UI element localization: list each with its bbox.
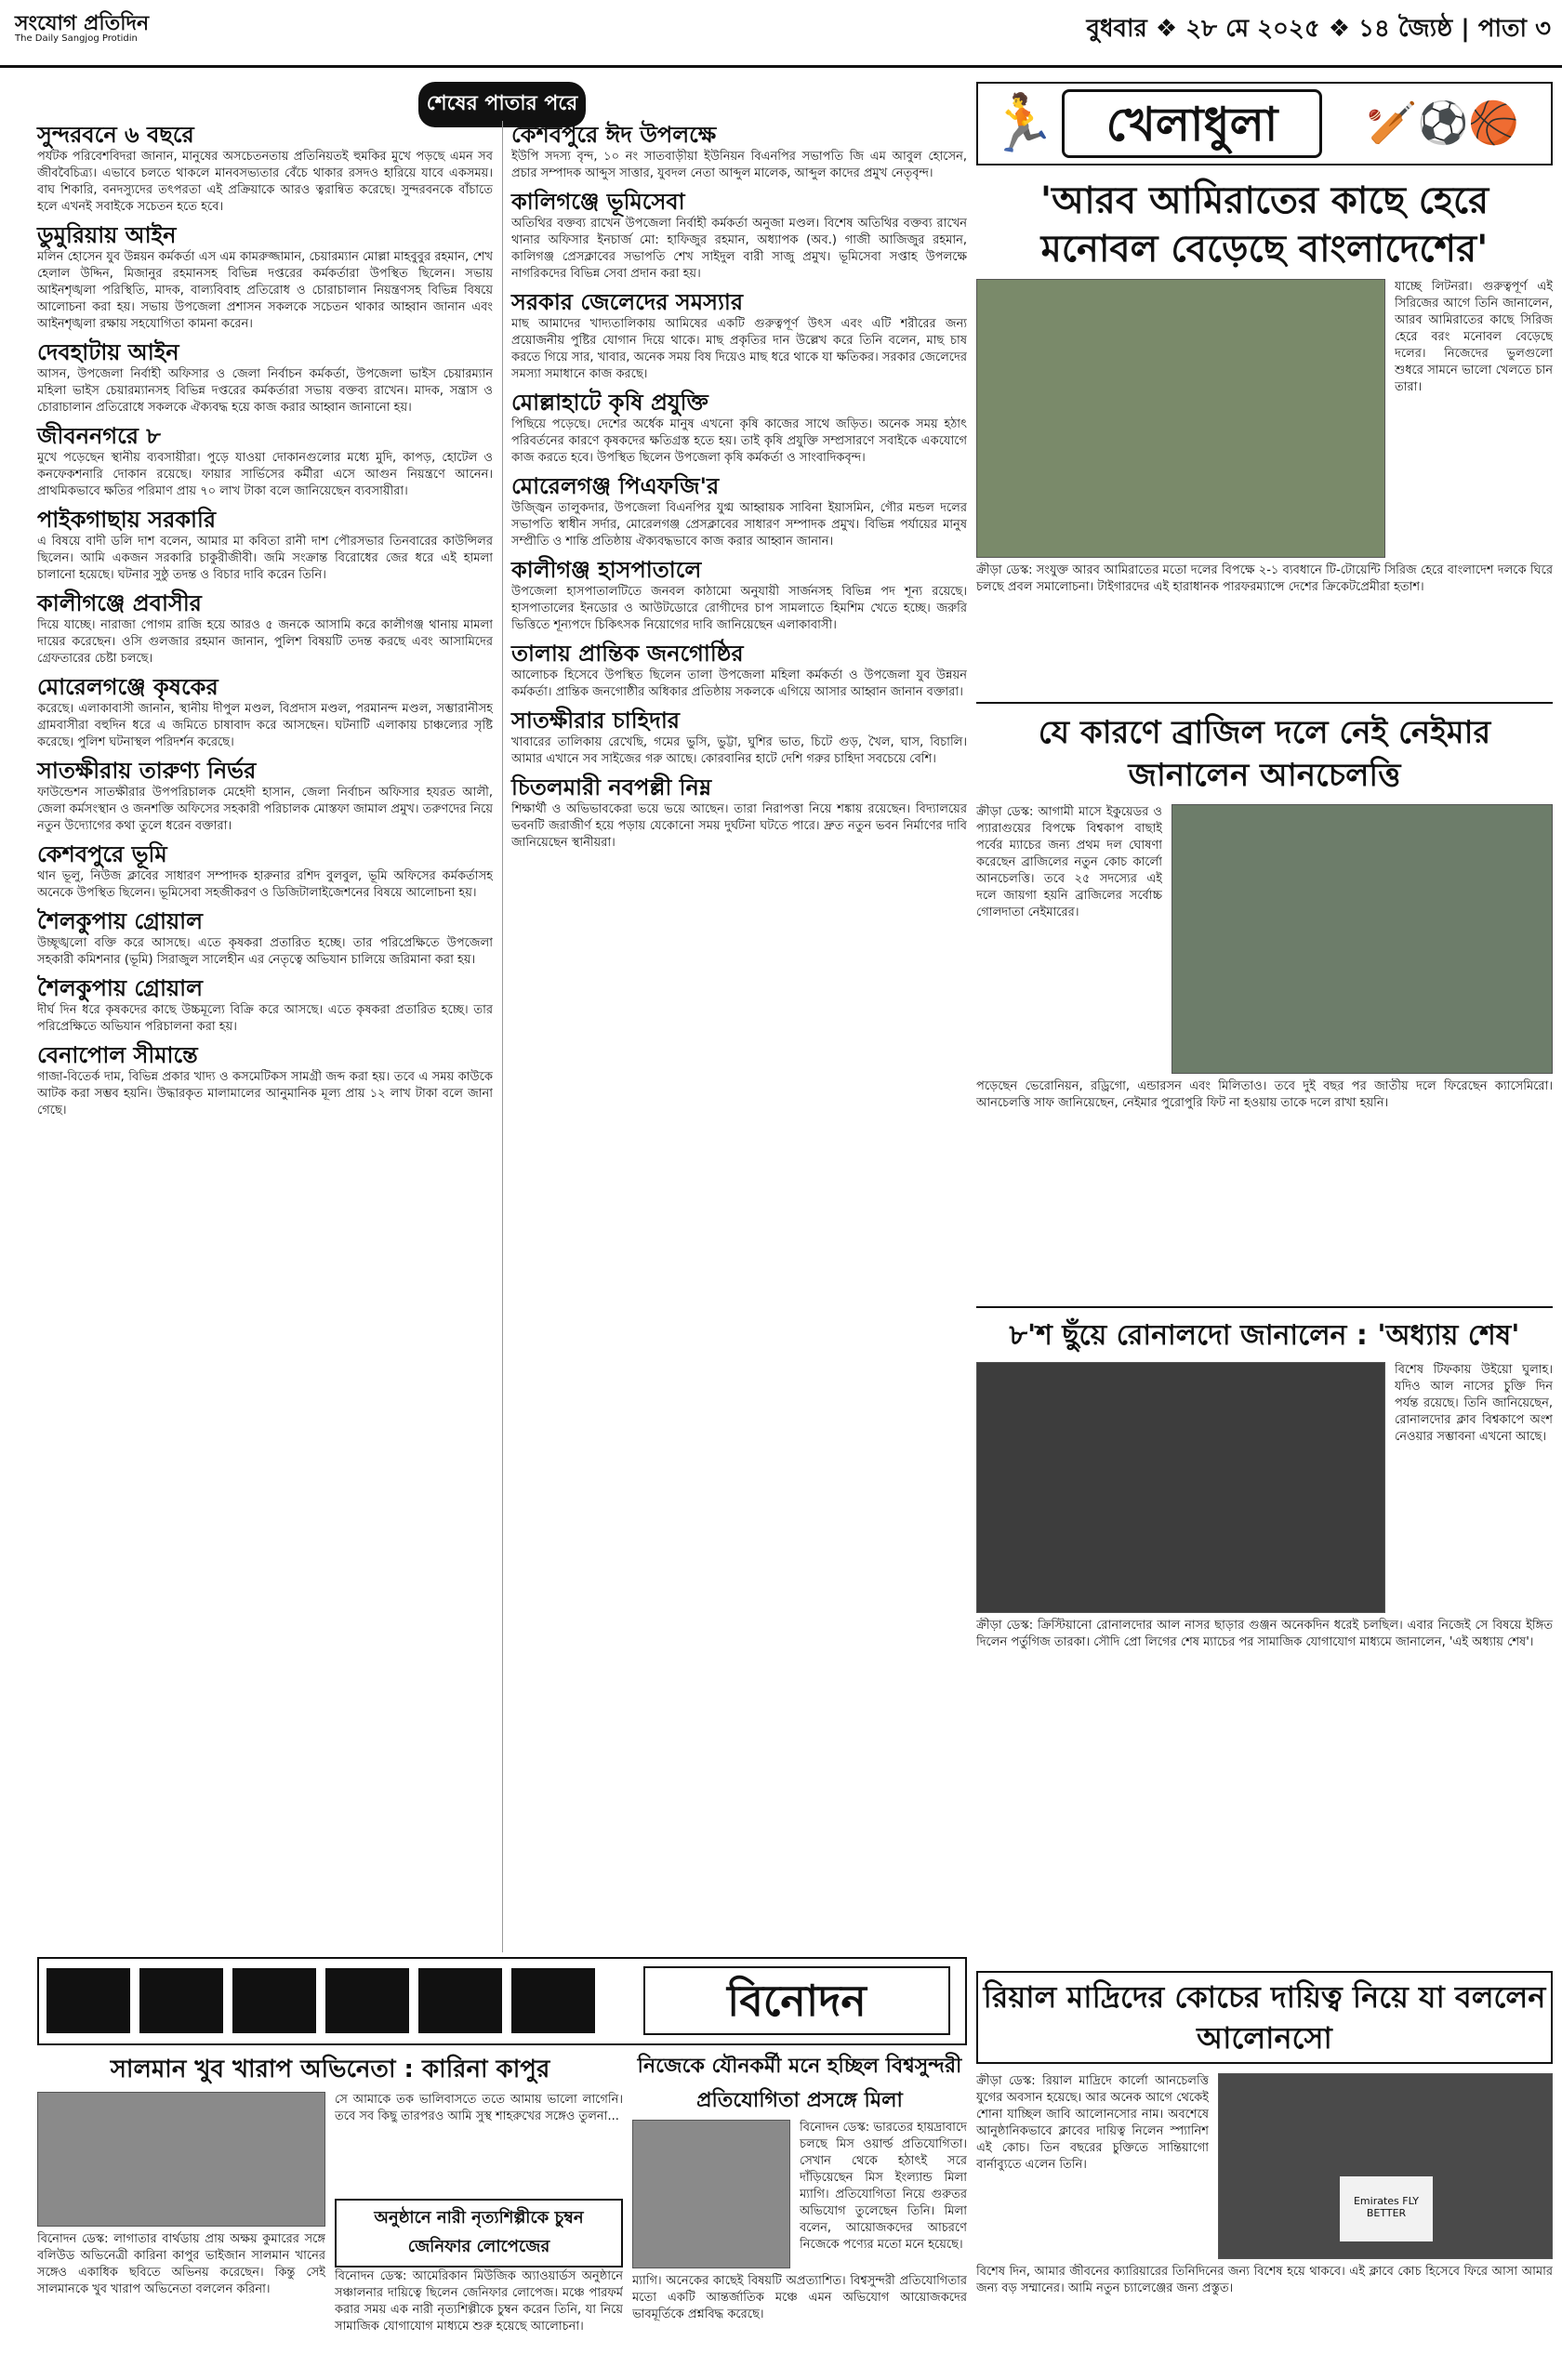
article-headline: কালীগঞ্জ হাসপাতালে	[511, 557, 702, 583]
lead-sports-text-left: ক্রীড়া ডেস্ক: সংযুক্ত আরব আমিরাতের মতো দলের বিপক্ষে ২-১ ব্যবধানে টি-টোয়েন্টি সিরিজ হেরে বাংলাদেশ দলকে ঘিরে চলছে প্রবল সমালোচনা। টাইগারদের এই হারাধানক পারফরম্যান্সে দেশের ক্রিকেটপ্রেমীরা হতাশ।	[976, 563, 1553, 594]
entertainment-banner	[37, 1957, 967, 2045]
article-body: খাবারের তালিকায় রেখেছি, গমের ভুসি, ভুট্টা, ঘুশির ভাত, চিটে গুড়, খৈল, ঘাস, বিচালি। আমার এখানে সব সাইজের গরু আছে। কোরবানির হাটে দেশি গরুর চাহিদা সবচেয়ে বেশি।	[511, 735, 967, 766]
article-body: মলিন হোসেন যুব উন্নয়ন কর্মকর্তা এস এম কামরুজ্জামান, চেয়ারম্যান মোল্লা মাহবুবুর রহমান, শেখ হেলাল উদ্দিন, মিজানুর রহমানসহ বিভিন্ন দপ্তরের কর্মকর্তারা উপস্থিত ছিলেন। সভায় আইনশৃঙ্খলা পরিস্থিতি, মাদক, বাল্যবিবাহ প্রতিরোধ ও চোরাচালান নিয়ন্ত্রণসহ বিভিন্ন বিষয়ে আলোচনা করা হয়। সভায় উপজেলা প্রশাসন সকলকে সচেতন থাকার আহ্বান জানান এবং আইনশৃঙ্খলা রক্ষায় সহযোগিতা কামনা করেন।	[37, 250, 493, 331]
article-body: পর্যটক পরিবেশবিদরা জানান, মানুষের অসচেতনতায় প্রতিনিয়তই হুমকির মুখে পড়ছে এমন সব জীববৈচিত্র্য। এভাবে চলতে থাকলে মানবসভ্যতার বেঁচে থাকার রসদও হারিয়ে যাবে একসময়। বাঘ শিকারি, বনদস্যুদের তৎপরতা এই প্রক্রিয়াকে আরও ত্বরান্বিত করেছে। সুন্দরবনকে বাঁচাতে হলে এখনই সবাইকে সচেতন হতে হবে।	[37, 150, 493, 214]
section-tag: শেষের পাতার পরে	[418, 82, 586, 127]
sports-banner	[976, 82, 1553, 165]
kareena-photo	[37, 2092, 325, 2227]
article-body: মাছ আমাদের খাদ্যতালিকায় আমিষের একটি গুরুত্বপূর্ণ উৎস এবং এটি শরীরের জন্য প্রয়োজনীয় পুষ্টির যোগান দিয়ে থাকে। মাছ প্রকৃতির দান উল্লেখ করে তিনি বলেন, মাছ চাষ করতে গিয়ে সার, খাবার, অনেক সময় বিষ দিয়েও মাছ ধরে থাকে যা ক্ষতিকর। সরকার জেলেদের সমস্যা সমাধানে কাজ করছে।	[511, 317, 967, 381]
article-body: উচ্ছৃঙ্খলো বক্তি করে আসছে। এতে কৃষকরা প্রতারিত হচ্ছে। তার পরিপ্রেক্ষিতে উপজেলা সহকারী কমিশনার (ভূমি) সিরাজুল সালেহীন এর নেতৃত্বে অভিযান চালিয়ে জরিমানা করা হয়।	[37, 936, 493, 967]
masthead	[0, 0, 1562, 65]
article-headline: কালীগঞ্জে প্রবাসীর	[37, 590, 202, 616]
jersey: Emirates FLY BETTER	[1340, 2176, 1433, 2241]
article-headline: শৈলকুপায় গ্রোয়াল	[37, 975, 203, 1001]
article-headline: সরকার জেলেদের সমস্যার	[511, 289, 744, 315]
article-body: মুখে পড়েছেন স্থানীয় ব্যবসায়ীরা। পুড়ে যাওয়া দোকানগুলোর মধ্যে মুদি, কাপড়, হোটেল ও কনফেকশনারি দোকান রয়েছে। ফায়ার সার্ভিসের কর্মীরা এসে আগুন নিয়ন্ত্রণে আনেন। প্রাথমিকভাবে ক্ষতির পরিমাণ প্রায় ৭০ লাখ টাকা বলে জানিয়েছেন ব্যবসায়ীরা।	[37, 451, 493, 498]
entertainment-title: বিনোদন	[643, 1966, 950, 2035]
article-headline: চিতলমারী নবপল্লী নিম্ন	[511, 774, 712, 800]
ronaldo-photo	[976, 1362, 1385, 1613]
mila-text: বিনোদন ডেস্ক: ভারতের হায়দ্রাবাদে চলছে মিস ওয়ার্ল্ড প্রতিযোগিতা। সেখান থেকে হঠাৎই সরে দাঁড়িয়েছেন মিস ইংল্যান্ড মিলা ম্যাগি। প্রতিযোগিতা নিয়ে গুরুতর অভিযোগ তুলেছেন তিনি। মিলা বলেন, আয়োজকদের আচরণে নিজেকে পণ্যের মতো মনে হয়েছে।	[800, 2121, 967, 2252]
bangladesh-team-photo	[976, 279, 1385, 558]
sports-balls-icon: 🏏⚽🏀	[1366, 99, 1520, 147]
madrid-text: ক্রীড়া ডেস্ক: রিয়াল মাদ্রিদে কার্লো আনচেলত্তি যুগের অবসান হয়েছে। আর অনেক আগে থেকেই শোনা যাচ্ছিল জাবি আলোনসোর নাম। অবশেষে আনুষ্ঠানিকভাবে ক্লাবের দায়িত্ব নিলেন স্প্যানিশ এই কোচ। তিন বছরের চুক্তিতে সান্তিয়াগো বার্নাব্যুতে এলেন তিনি।	[976, 2074, 1209, 2172]
article-headline: শৈলকুপায় গ্রোয়াল	[37, 908, 203, 934]
mila-headline: নিজেকে যৌনকর্মী মনে হচ্ছিল বিশ্বসুন্দরী প্রতিযোগিতা প্রসঙ্গে মিলা	[637, 2055, 962, 2112]
article-headline: মোল্লাহাটে কৃষি প্রযুক্তি	[511, 390, 708, 416]
jennifer-headline: অনুষ্ঠানে নারী নৃত্যশিল্পীকে চুম্বন জেনিফার লোপেজের	[335, 2199, 623, 2268]
article-headline: মোরেলগঞ্জ পিএফজি'র	[511, 473, 720, 499]
article-body: আলোচক হিসেবে উপস্থিত ছিলেন তালা উপজেলা মহিলা কর্মকর্তা ও উপজেলা যুব উন্নয়ন কর্মকর্তা। প্রান্তিক জনগোষ্ঠীর অধিকার প্রতিষ্ঠায় সকলকে এগিয়ে আসার আহ্বান জানান বক্তারা।	[511, 668, 967, 699]
article-headline: জীবননগরে ৮	[37, 423, 161, 449]
article-body: থান ভূলু, নিউজ ক্লাবের সাধারণ সম্পাদক হারুনার রশিদ বুলবুল, ভূমি অফিসের কর্মকর্তাসহ অনেকে উপস্থিত ছিলেন। ভূমিসেবা সহজীকরণ ও ডিজিটালাইজেশনের বিষয়ে আলোচনা হয়।	[37, 869, 493, 900]
madrid-headline: রিয়াল মাদ্রিদের কোচের দায়িত্ব নিয়ে যা বললেন আলোনসো	[983, 1979, 1546, 2056]
sports-title: খেলাধুলা	[1062, 89, 1322, 158]
kareena-text: বিনোদন ডেস্ক: লাগাতার বার্থডায় প্রায় অক্ষয় কুমারের সঙ্গে বলিউড অভিনেত্রী কারিনা কাপুর ভাইজান সালমান খানের সঙ্গেও একাধিক ছবিতে অভিনয় করেছেন। কিন্তু সেই সালমানকে খুব খারাপ অভিনেতা বললেন করিনা।	[37, 2232, 325, 2296]
separator: |	[1461, 15, 1478, 43]
divider	[976, 1306, 1553, 1308]
mila-text-2: ম্যাগি। অনেকের কাছেই বিষয়টি অপ্রত্যাশিত। বিশ্বসুন্দরী প্রতিযোগিতার মতো একটি আন্তর্জাতিক মঞ্চে এমন অভিযোগ আয়োজকদের ভাবমূর্তিকে প্রশ্নবিদ্ধ করেছে।	[632, 2274, 967, 2321]
neymar-text: ক্রীড়া ডেস্ক: আগামী মাসে ইকুয়েডর ও প্যারাগুয়ের বিপক্ষে বিশ্বকাপ বাছাই পর্বের ম্যাচের জন্য প্রথম দল ঘোষণা করেছেন ব্রাজিলের নতুন কোচ কার্লো আনচেলত্তি। তবে ২৫ সদস্যের এই দলে জায়গা হয়নি ব্রাজিলের সর্বোচ্চ গোলদাতা নেইমারের।	[976, 805, 1162, 919]
article-headline: তালায় প্রান্তিক জনগোষ্ঠির	[511, 641, 744, 667]
ronaldo-headline: ৮'শ ছুঁয়ে রোনালদো জানালেন : 'অধ্যায় শেষ'	[1009, 1319, 1520, 1352]
article-headline: সাতক্ষীরায় তারুণ্য নির্ভর	[37, 758, 257, 784]
neymar-text-2: পড়েছেন ভেরোনিয়ন, রড্রিগো, এন্ডারসন এবং মিলিতাও। তবে দুই বছর পর জাতীয় দলে ফিরেছেন ক্যাসেমিরো। আনচেলত্তি সাফ জানিয়েছেন, নেইমার পুরোপুরি ফিট না হওয়ায় তাকে দলে রাখা হয়নি।	[976, 1079, 1553, 1110]
madrid-text-2: বিশেষ দিন, আমার জীবনের ক্যারিয়ারের তিনিদিনের জন্য বিশেষ হয়ে থাকবে। এই ক্লাবে কোচ হিসেবে ফিরে আসা আমার জন্য বড় সম্মানের। আমি নতুন চ্যালেঞ্জের জন্য প্রস্তুত।	[976, 2265, 1553, 2295]
lead-sports-headline: 'আরব আমিরাতের কাছে হেরে মনোবল বেড়েছে বাংলাদেশের'	[1039, 179, 1489, 271]
ronaldo-text: বিশেষ টিফকায় উইয়ো ঘুলাহ। যদিও আল নাসের চুক্তি দিন পর্যন্ত রয়েছে। তিনি জানিয়েছেন, রোনালদোর ক্লাব বিশ্বকাপে অংশ নেওয়ার সম্ভাবনা এখনো আছে।	[1395, 1363, 1553, 1444]
issue-date: বুধবার ❖ ২৮ মে ২০২৫ ❖ ১৪ জ্যৈষ্ঠ	[1086, 15, 1453, 43]
article-headline: বেনাপোল সীমান্তে	[37, 1042, 198, 1068]
article-body: আসন, উপজেলা নির্বাহী অফিসার ও জেলা নির্বাচন কর্মকর্তা, উপজেলা ভাইস চেয়ারম্যান মহিলা ভাইস চেয়ারম্যানসহ বিভিন্ন দপ্তরের কর্মকর্তারা সভায় বক্তব্য রাখেন। মাদক, সন্ত্রাস ও চোরাচালান প্রতিরোধে সকলকে ঐক্যবদ্ধ হয়ে কাজ করার আহ্বান জানানো হয়।	[37, 367, 493, 415]
article-body: পিছিয়ে পড়েছে। দেশের অর্ধেক মানুষ এখনো কৃষি কাজের সাথে জড়িত। অনেক সময় হঠাৎ পরিবর্তনের কারণে কৃষকদের ক্ষতিগ্রস্ত হতে হয়। তাই কৃষি প্রযুক্তি সম্প্রসারণে সবাইকে একযোগে কাজ করতে হবে। উপস্থিত ছিলেন উপজেলা কৃষি কর্মকর্তা ও সাংবাদিকবৃন্দ।	[511, 417, 967, 465]
newspaper-logo-subtitle: The Daily Sangjog Protidin	[15, 33, 138, 44]
article-headline: ডুমুরিয়ায় আইন	[37, 222, 177, 248]
jennifer-text: বিনোদন ডেস্ক: আমেরিকান মিউজিক অ্যাওয়ার্ডস অনুষ্ঠানে সঞ্চালনার দায়িত্বে ছিলেন জেনিফার লোপেজ। মঞ্চে পারফর্ম করার সময় এক নারী নৃত্যশিল্পীকে চুম্বন করেন তিনি, যা নিয়ে সামাজিক যোগাযোগ মাধ্যমে শুরু হয়েছে আলোচনা।	[335, 2269, 623, 2334]
runner-icon: 🏃	[987, 91, 1057, 156]
neymar-photo	[1172, 804, 1553, 1074]
article-body: করেছে। এলাকাবাসী জানান, স্থানীয় দীপুল মণ্ডল, বিপ্রদাস মণ্ডল, পরমানন্দ মণ্ডল, সম্ভারানীসহ গ্রামবাসীরা বহুদিন ধরে এ জমিতে চাষাবাদ করে আসছেন। ঘটনাটি এলাকায় চাঞ্চল্যের সৃষ্টি করেছে। পুলিশ ঘটনাস্থল পরিদর্শন করেছে।	[37, 702, 493, 749]
kareena-quote: সে আমাকে তক ভালিবাসতে ততে আমায় ভালো লাগেনি। তবে সব কিছু তারপরও আমি সুস্থ শাহরুখের সঙ্গেও তুলনা...	[335, 2093, 623, 2123]
neymar-headline: যে কারণে ব্রাজিল দলে নেই নেইমার জানালেন আনচেলত্তি	[1038, 714, 1491, 794]
date-bar	[1086, 9, 1551, 50]
article-body: উজ্জ্বিন তালুকদার, উপজেলা বিএনপির যুগ্ম আহ্বায়ক সাবিনা ইয়াসমিন, গৌর মন্ডল দলের সভাপতি স্বাধীন সর্দার, মোরেলগঞ্জ প্রেসক্লাবের সাধারণ সম্পাদক প্রমুখ। বিভিন্ন পর্যায়ের মানুষ সম্প্রীতি ও শান্তি প্রতিষ্ঠায় ঐক্যবদ্ধভাবে কাজ করার আহ্বান জানান।	[511, 501, 967, 549]
article-headline: দেবহাটায় আইন	[37, 339, 179, 365]
article-headline: কেশবপুরে ভূমি	[37, 841, 167, 867]
article-body: দিয়ে যাচ্ছে। নারাজা পোগম রাজি হয়ে আরও ৫ জনকে আসামি করে কালীগঞ্জ থানায় মামলা দায়ের করেছেন। ওসি গুলজার রহমান জানান, পুলিশ বিষয়টি তদন্ত করছে এবং আসামিদের গ্রেফতারের চেষ্টা চলছে।	[37, 618, 493, 666]
article-headline: পাইকগাছায় সরকারি	[37, 507, 217, 533]
article-body: এ বিষয়ে বাদী ডলি দাশ বলেন, আমার মা কবিতা রানী দাশ পৌরসভার তিনবারের কাউন্সিলর ছিলেন। আমি একজন সরকারি চাকুরীজীবী। জমি সংক্রান্ত বিরোধের জের ধরে এই হামলা চালানো হয়েছে। ঘটনার সুষ্ঠু তদন্ত ও বিচার দাবি করেন তিনি।	[37, 535, 493, 582]
article-body: উপজেলা হাসপাতালটিতে জনবল কাঠামো অনুযায়ী সার্জনসহ বিভিন্ন পদ শূন্য রয়েছে। হাসপাতালের ইনডোর ও আউটডোরে রোগীদের চাপ সামলাতে হিমশিম খেতে হচ্ছে। জরুরি ভিত্তিতে শূন্যপদে চিকিৎসক নিয়োগের দাবি জানিয়েছেন এলাকাবাসী।	[511, 585, 967, 632]
article-body: গাজা-বিতের্ক দাম, বিভিন্ন প্রকার খাদ্য ও কসমেটিকস সামগ্রী জব্দ করা হয়। তবে এ সময় কাউকে আটক করা সম্ভব হয়নি। উদ্ধারকৃত মালামালের আনুমানিক মূল্য প্রায় ১২ লাখ টাকা বলে জানা গেছে।	[37, 1070, 493, 1117]
lead-sports-text-right: যাচ্ছে লিটনরা। গুরুত্বপূর্ণ এই সিরিজের আগে তিনি জানালেন, আরব আমিরাতের কাছে সিরিজ হেরে বরং মনোবল বেড়েছে দলের। নিজেদের ভুলগুলো শুধরে সামনে ভালো খেলতে চান তারা।	[1395, 280, 1553, 394]
madrid-headline-box	[976, 1971, 1553, 2064]
film-strip	[46, 1968, 604, 2033]
article-headline: মোরেলগঞ্জে কৃষকের	[37, 674, 218, 700]
article-headline: কেশবপুরে ঈদ উপলক্ষে	[511, 122, 717, 148]
column-divider	[502, 121, 503, 1952]
article-body: ফাউন্ডেশন সাতক্ষীরার উপপরিচালক মেহেদী হাসান, জেলা নির্বাচন অফিসার হযরত আলী, জেলা কর্মসংস্থান ও জনশক্তি অফিসের সহকারী পরিচালক মোস্তফা জামাল প্রমুখ। তরুণদের নিয়ে নতুন উদ্যোগের কথা তুলে ধরেন বক্তারা।	[37, 786, 493, 833]
article-body: দীর্ঘ দিন ধরে কৃষকদের কাছে উচ্চমূল্যে বিক্রি করে আসছে। এতে কৃষকরা প্রতারিত হচ্ছে। তার পরিপ্রেক্ষিতে অভিযান পরিচালনা করা হয়।	[37, 1003, 493, 1034]
left-column-b	[511, 121, 967, 1952]
divider	[976, 702, 1553, 704]
article-body: শিক্ষার্থী ও অভিভাবকেরা ভয়ে ভয়ে আছেন। তারা নিরাপত্তা নিয়ে শঙ্কায় রয়েছেন। বিদ্যালয়ের ভবনটি জরাজীর্ণ হয়ে পড়ায় যেকোনো সময় দুর্ঘটনা ঘটতে পারে। দ্রুত নতুন ভবন নির্মাণের দাবি জানিয়েছেন স্থানীয়রা।	[511, 802, 967, 850]
article-body: অতিথির বক্তব্য রাখেন উপজেলা নির্বাহী কর্মকর্তা অনুজা মণ্ডল। বিশেষ অতিথির বক্তব্য রাখেন থানার অফিসার ইনচার্জ মো: হাফিজুর রহমান, অধ্যাপক (অব.) গাজী আজিজুর রহমান, কালিগঞ্জ প্রেসক্লাবের সভাপতি শেখ সাইদুল বারী সাজু প্রমুখ। ভূমিসেবা সপ্তাহ উপলক্ষে নাগরিকদের বিভিন্ন সেবা প্রদান করা হয়।	[511, 217, 967, 281]
masthead-rule	[0, 65, 1562, 68]
mila-photo	[632, 2120, 790, 2268]
kareena-headline: সালমান খুব খারাপ অভিনেতা : কারিনা কাপুর	[110, 2056, 550, 2083]
article-headline: সুন্দরবনে ৬ বছরে	[37, 122, 194, 148]
article-body: ইউপি সদস্য বৃন্দ, ১০ নং সাতবাড়ীয়া ইউনিয়ন বিএনপির সভাপতি জি এম আবুল হোসেন, প্রচার সম্পাদক আব্দুস সাত্তার, যুবদল নেতা আব্দুল মালেক, আব্দুল কাদের প্রমুখ নেতৃবৃন্দ।	[511, 150, 967, 180]
newspaper-logo: সংযোগ প্রতিদিন	[15, 11, 150, 35]
alonso-photo	[1218, 2073, 1553, 2259]
article-headline: কালিগঞ্জে ভূমিসেবা	[511, 189, 685, 215]
left-column-a	[37, 121, 493, 1952]
article-headline: সাতক্ষীরার চাহিদার	[511, 707, 681, 734]
page-number: পাতা ৩	[1477, 15, 1551, 43]
ronaldo-text-2: ক্রীড়া ডেস্ক: ক্রিস্টিয়ানো রোনালদোর আল নাসর ছাড়ার গুঞ্জন অনেকদিন ধরেই চলছিল। এবার নিজেই সে বিষয়ে ইঙ্গিত দিলেন পর্তুগিজ তারকা। সৌদি প্রো লিগের শেষ ম্যাচের পর সামাজিক যোগাযোগ মাধ্যমে জানালেন, 'এই অধ্যায় শেষ'।	[976, 1619, 1553, 1649]
